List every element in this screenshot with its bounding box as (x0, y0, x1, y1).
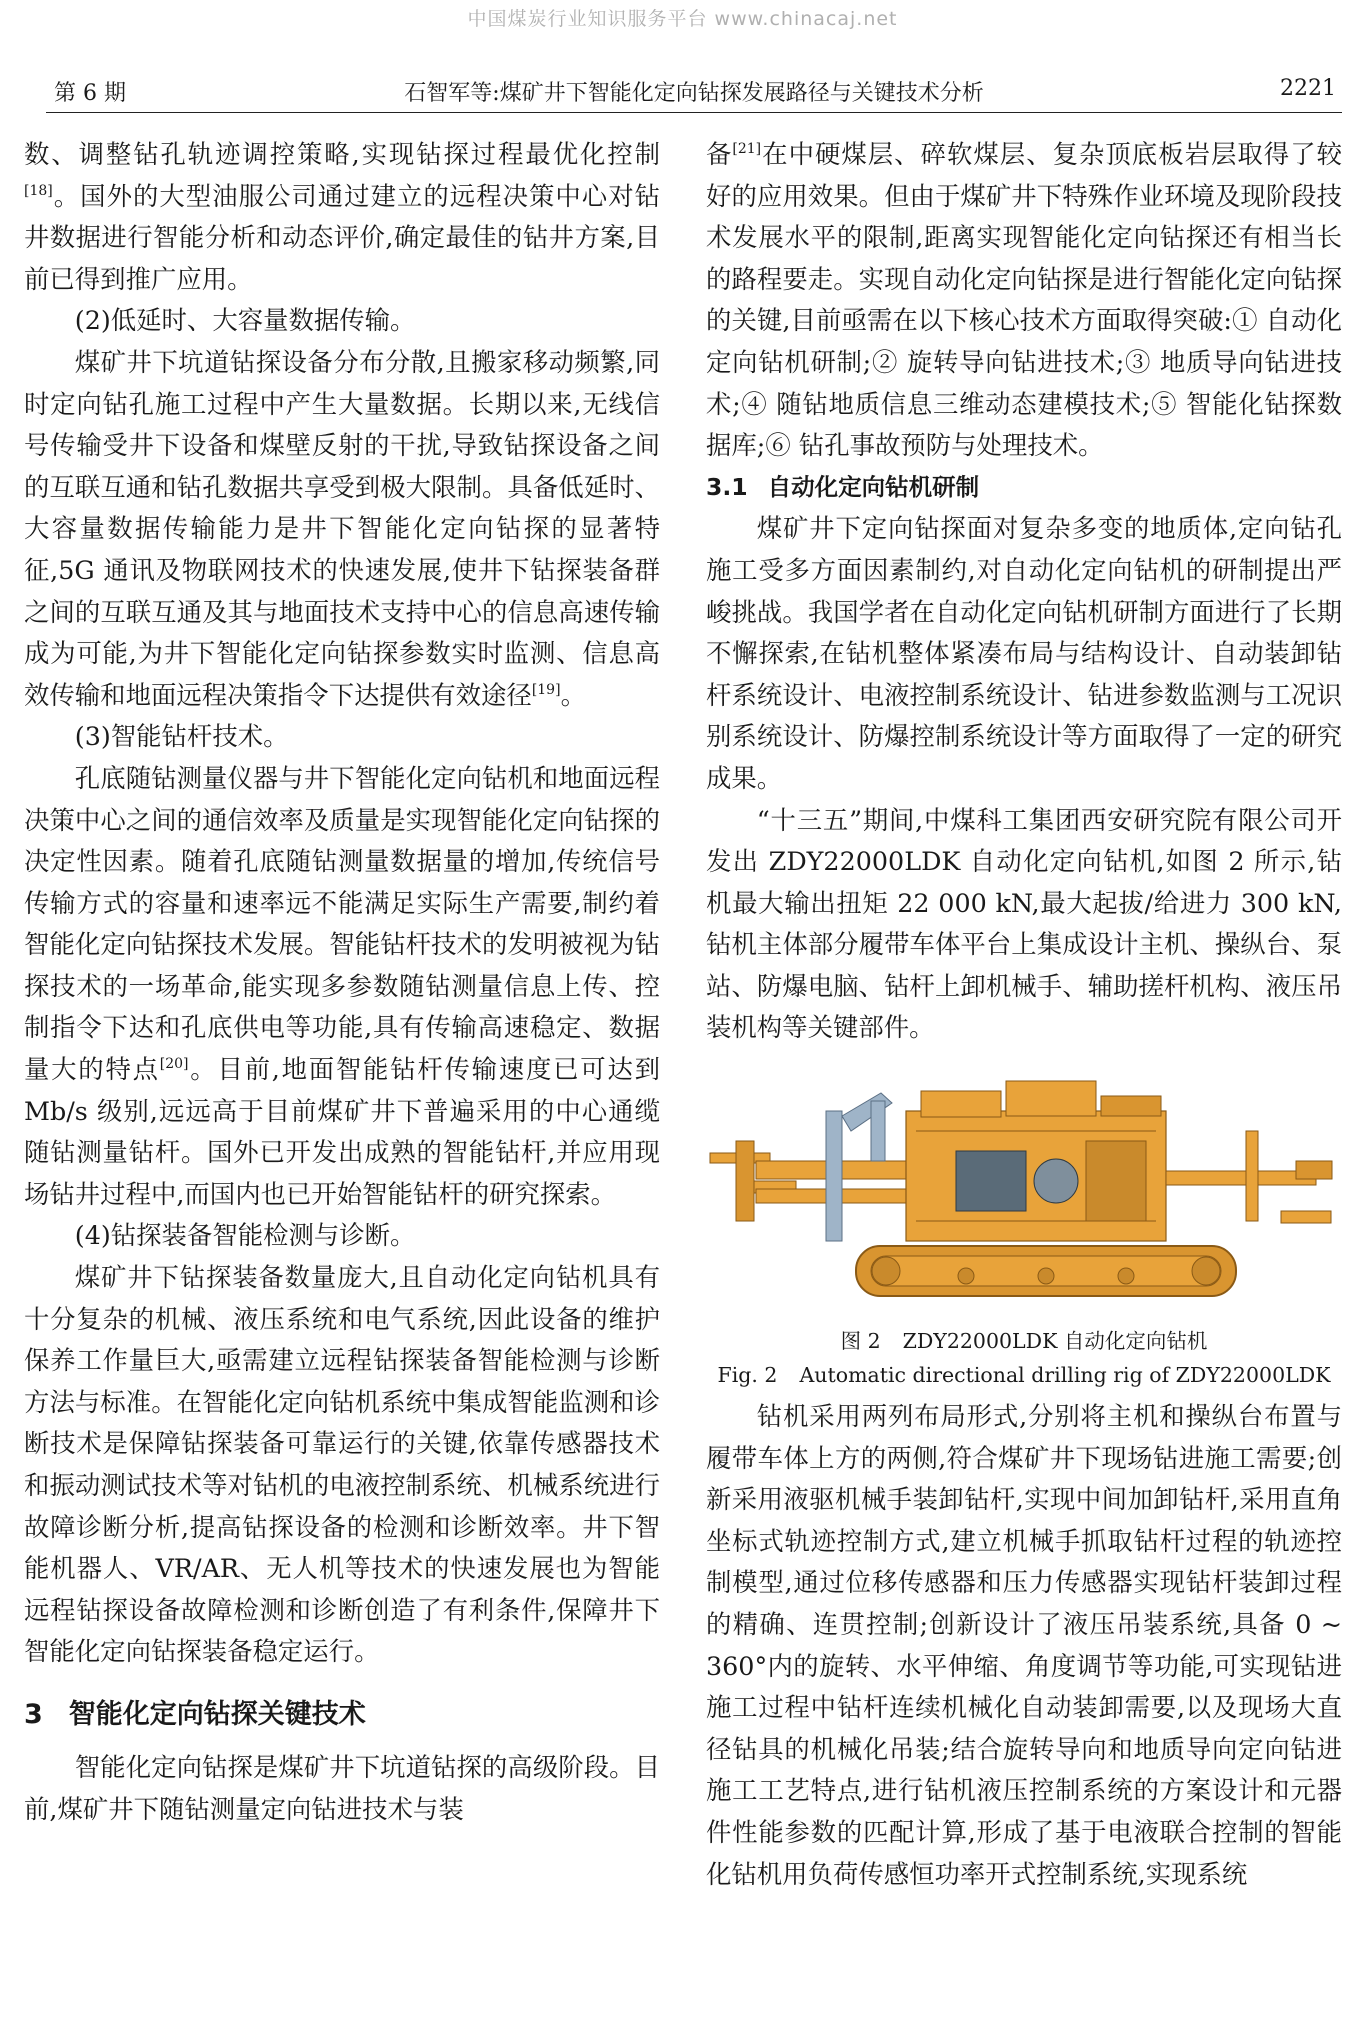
paragraph: 备[21]在中硬煤层、碎软煤层、复杂顶底板岩层取得了较好的应用效果。但由于煤矿井下特殊作业环境及现阶段技术发展水平的限制,距离实现智能化定向钻探还有相当长的路程要走。实现自动化定向钻探是进行智能化定向钻探的关键,目前亟需在以下核心技术方面取得突破:① 自动化定向钻机研制;② 旋转导向钻进技术;③ 地质导向钻进技术;④ 随钻地质信息三维动态建模技术;⑤ 智能化钻探数据库;⑥ 钻孔事故预防与处理技术。 (706, 139, 1343, 461)
paragraph: 智能化定向钻探是煤矿井下坑道钻探的高级阶段。目前,煤矿井下随钻测量定向钻进技术与装 (24, 1751, 660, 1824)
subheading-2: (2)低延时、大容量数据传输。 (74, 305, 416, 336)
citation: [19] (531, 681, 561, 698)
running-header (46, 74, 1342, 113)
subsection-heading: 3.1 自动化定向钻机研制 (706, 472, 980, 501)
paragraph: 数、调整钻孔轨迹调控策略,实现钻探过程最优化控制[18]。国外的大型油服公司通过建立的远程决策中心对钻井数据进行智能分析和动态评价,确定最佳的钻井方案,目前已得到推广应用。 (24, 139, 660, 294)
paragraph: 煤矿井下钻探装备数量庞大,且自动化定向钻机具有十分复杂的机械、液压系统和电气系统,因此设备的维护保养工作量巨大,亟需建立远程钻探装备智能检测与诊断方法与标准。在智能化定向钻机系统中集成智能监测和诊断技术是保障钻探装备可靠运行的关键,依靠传感器技术和振动测试技术等对钻机的电液控制系统、机械系统进行故障诊断分析,提高钻探设备的检测和诊断效率。井下智能机器人、VR/AR、无人机等技术的快速发展也为智能远程钻探设备故障检测和诊断创造了有利条件,保障井下智能化定向钻探装备稳定运行。 (24, 1262, 660, 1667)
page-number: 2221 (1280, 76, 1336, 101)
left-column (24, 134, 660, 1830)
paragraph: 钻机采用两列布局形式,分别将主机和操纵台布置与履带车体上方的两侧,符合煤矿井下现场钻进施工需要;创新采用液驱机械手装卸钻杆,实现中间加卸钻杆,采用直角坐标式轨迹控制方式,建立机械手抓取钻杆过程的轨迹控制模型,通过位移传感器和压力传感器实现钻杆装卸过程的精确、连贯控制;创新设计了液压吊装系统,具备 0 ~ 360°内的旋转、水平伸缩、角度调节等功能,可实现钻进施工过程中钻杆连续机械化自动装卸需要,以及现场大直径钻具的机械化吊装;结合旋转导向和地质导向定向钻进施工工艺特点,进行钻机液压控制系统的方案设计和元器件性能参数的匹配计算,形成了基于电液联合控制的智能化钻机用负荷传感恒功率开式控制系统,实现系统 (706, 1401, 1342, 1889)
paragraph: 煤矿井下坑道钻探设备分布分散,且搬家移动频繁,同时定向钻孔施工过程中产生大量数据。长期以来,无线信号传输受井下设备和煤壁反射的干扰,导致钻探设备之间的互联互通和钻孔数据共享受到极大限制。具备低延时、大容量数据传输能力是井下智能化定向钻探的显著特征,5G 通讯及物联网技术的快速发展,使井下钻探装备群之间的互联互通及其与地面技术支持中心的信息高速传输成为可能,为井下智能化定向钻探参数实时监测、信息高效传输和地面远程决策指令下达提供有效途径[19]。 (24, 346, 660, 710)
paragraph: “十三五”期间,中煤科工集团西安研究院有限公司开发出 ZDY22000LDK 自动化定向钻机,如图 2 所示,钻机最大输出扭矩 22 000 kN,最大起拔/给进力 300 kN,钻机主体部分履带车体平台上集成设计主机、操纵台、泵站、防爆电脑、钻杆上卸机械手、辅助搓杆机构、液压吊装机构等关键部件。 (706, 804, 1342, 1043)
section-heading: 3 智能化定向钻探关键技术 (24, 1698, 366, 1730)
figure-caption-en: Fig. 2 Automatic directional drilling rig of ZDY22000LDK (717, 1363, 1331, 1388)
figure-caption-cn: 图 2 ZDY22000LDK 自动化定向钻机 (840, 1329, 1208, 1354)
paragraph: 孔底随钻测量仪器与井下智能化定向钻机和地面远程决策中心之间的通信效率及质量是实现智能化定向钻探的决定性因素。随着孔底随钻测量数据量的增加,传统信号传输方式的容量和速率远不能满足实际生产需要,制约着智能化定向钻探技术发展。智能钻杆技术的发明被视为钻探技术的一场革命,能实现多参数随钻测量信息上传、控制指令下达和孔底供电等功能,具有传输高速稳定、数据量大的特点[20]。目前,地面智能钻杆传输速度已可达到 Mb/s 级别,远远高于目前煤矿井下普遍采用的中心通缆随钻测量钻杆。国外已开发出成熟的智能钻杆,并应用现场钻井过程中,而国内也已开始智能钻杆的研究探索。 (24, 762, 660, 1209)
drilling-rig-illustration (706, 1071, 1342, 1316)
running-title: 石智军等:煤矿井下智能化定向钻探发展路径与关键技术分析 (404, 81, 984, 106)
subheading-3: (3)智能钻杆技术。 (74, 721, 289, 752)
right-column (706, 134, 1342, 1895)
figure-drilling-rig (706, 1071, 1342, 1316)
subheading-4: (4)钻探装备智能检测与诊断。 (74, 1220, 416, 1251)
watermark: 中国煤炭行业知识服务平台 www.chinacaj.net (467, 8, 898, 30)
citation: [20] (159, 1056, 189, 1073)
issue-number: 第 6 期 (54, 81, 126, 106)
citation: [21] (732, 141, 762, 157)
citation: [18] (24, 182, 53, 199)
paragraph: 煤矿井下定向钻探面对复杂多变的地质体,定向钻孔施工受多方面因素制约,对自动化定向钻机的研制提出严峻挑战。我国学者在自动化定向钻机研制方面进行了长期不懈探索,在钻机整体紧凑布局与结构设计、自动装卸钻杆系统设计、电液控制系统设计、钻进参数监测与工况识别系统设计、防爆控制系统设计等方面取得了一定的研究成果。 (706, 513, 1342, 793)
